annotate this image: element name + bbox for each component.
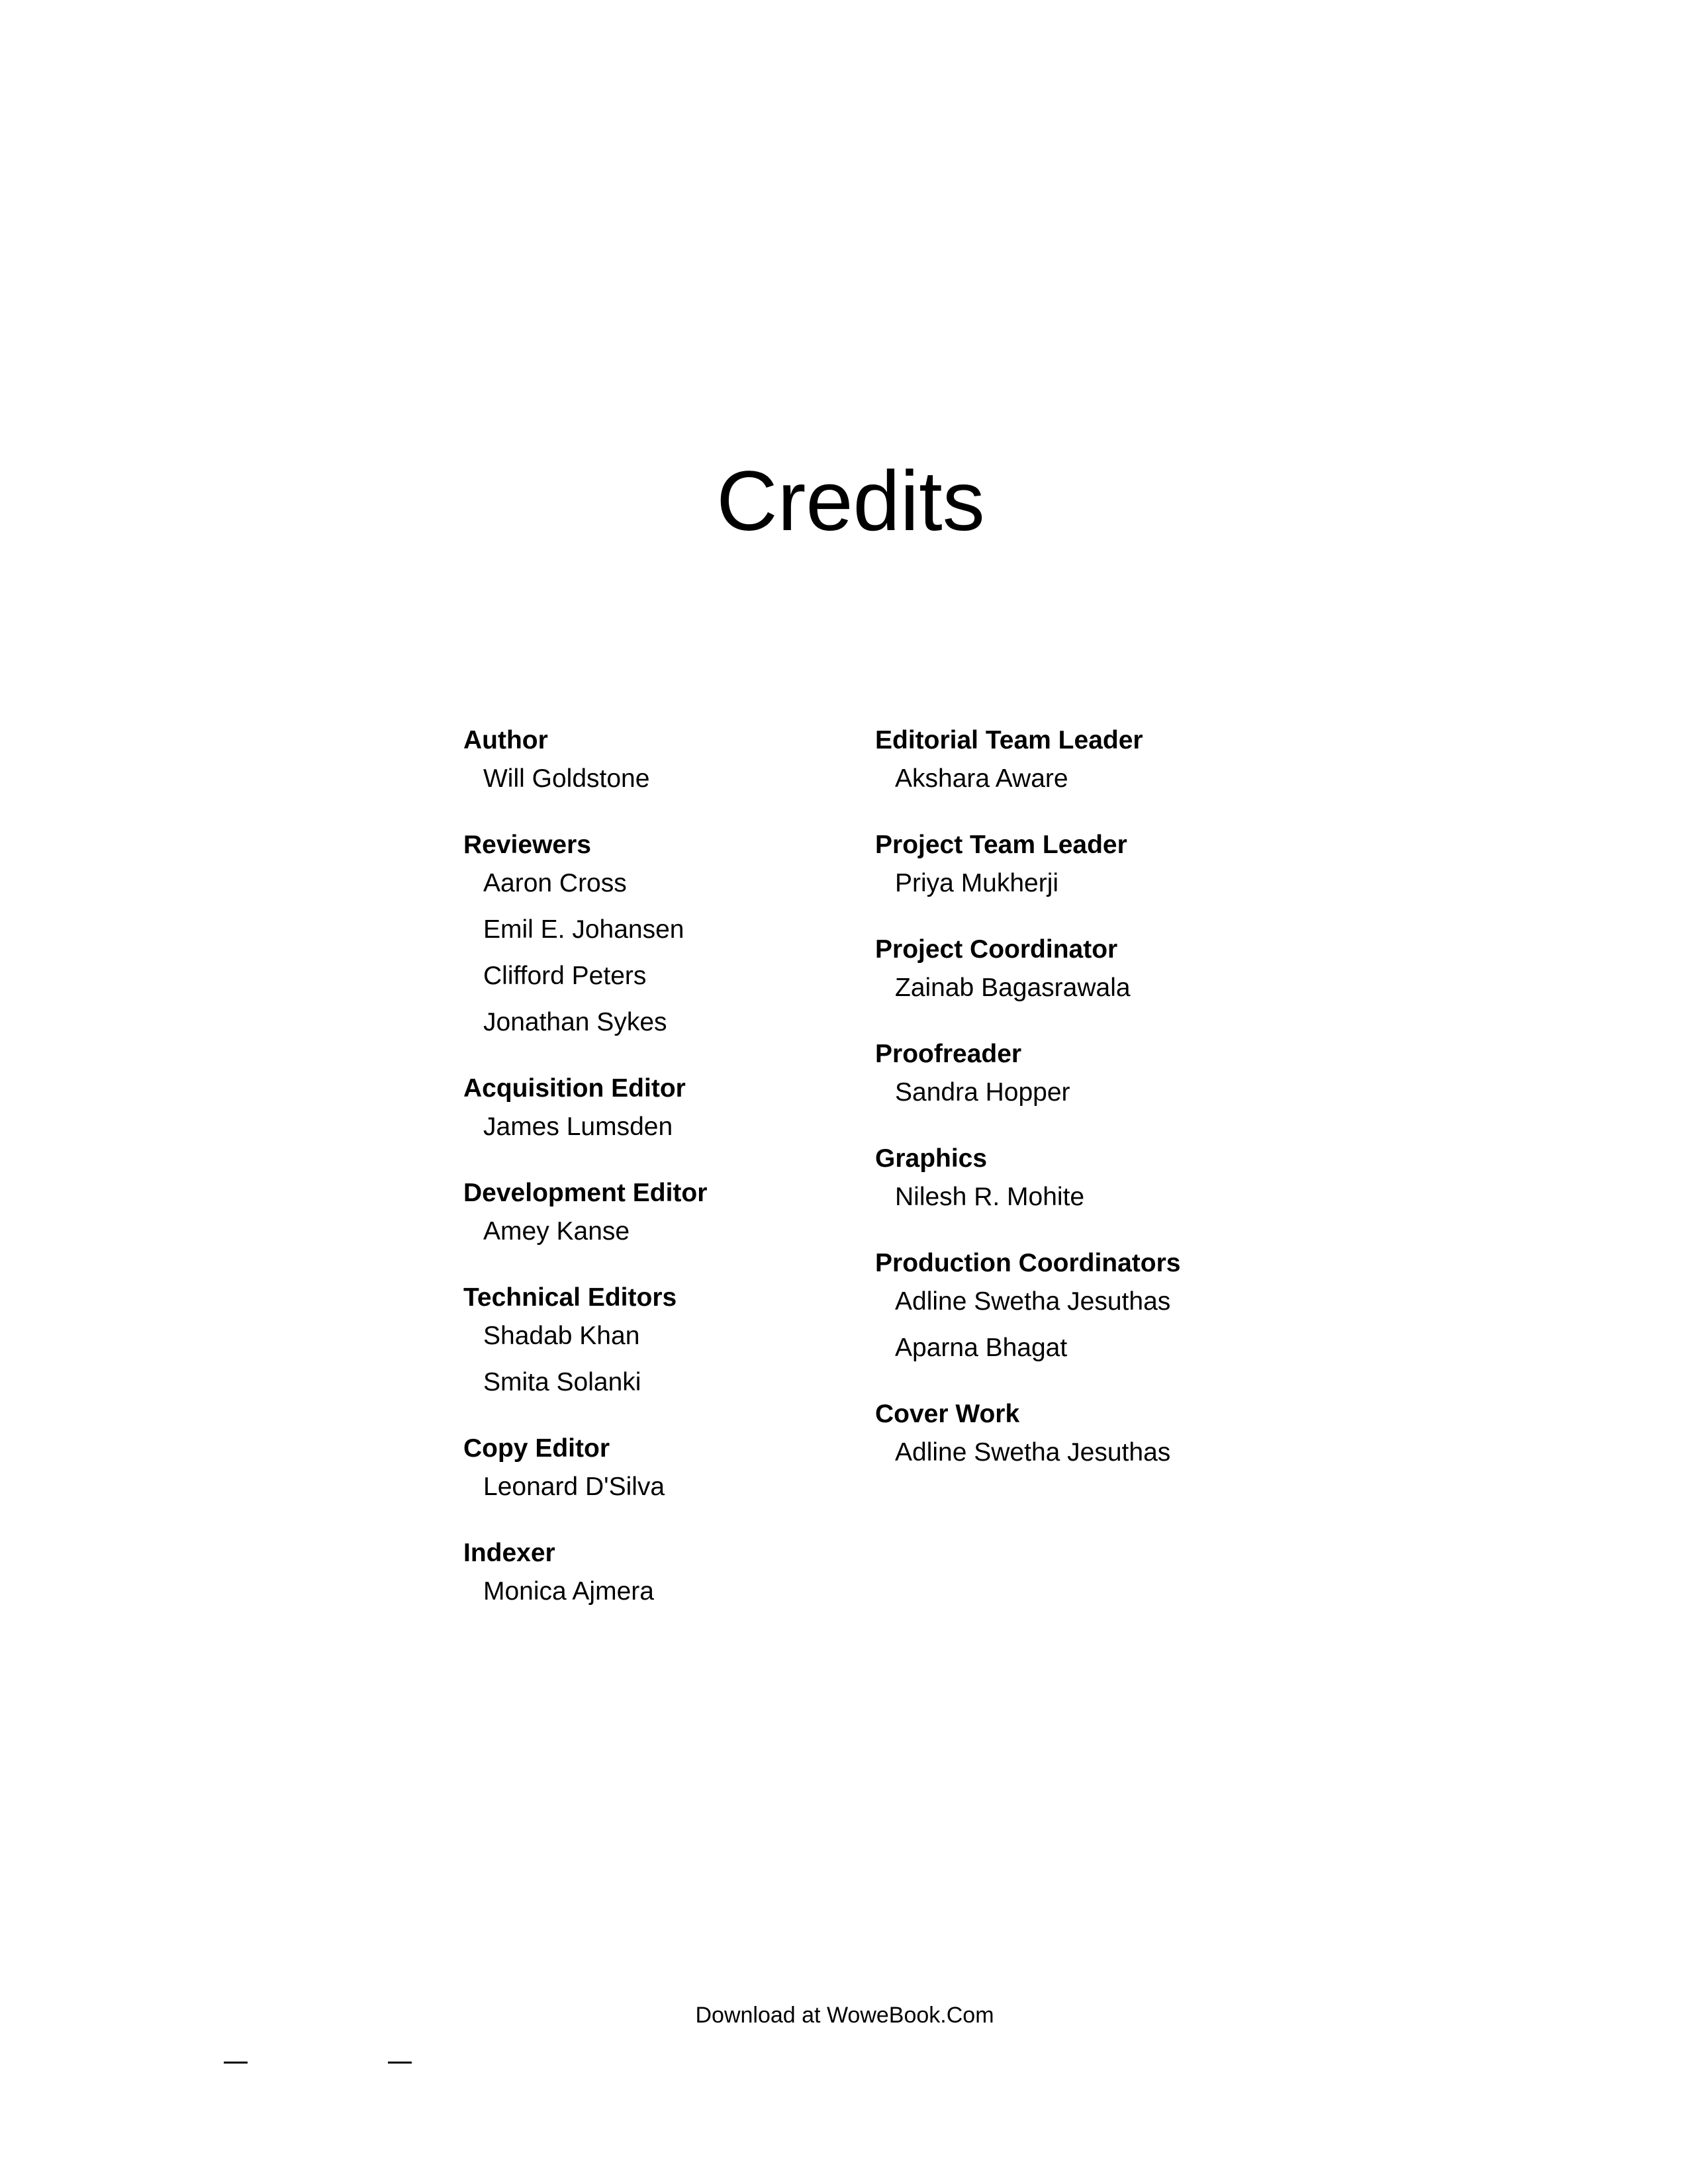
credit-group-editorial-team-leader bbox=[875, 725, 1338, 795]
credit-name: Zainab Bagasrawala bbox=[895, 974, 1131, 1002]
credit-group-development-editor bbox=[463, 1177, 834, 1248]
credit-name: Monica Ajmera bbox=[483, 1577, 654, 1606]
footer-dash-mark bbox=[388, 2062, 412, 2064]
credit-group-reviewers bbox=[463, 829, 834, 1038]
credit-role: Project Coordinator bbox=[875, 935, 1118, 964]
credit-name: Amey Kanse bbox=[483, 1217, 630, 1246]
footer-download-text: Download at WoweBook.Com bbox=[695, 2003, 994, 2028]
credit-name: Sandra Hopper bbox=[895, 1078, 1070, 1107]
credit-group-author bbox=[463, 725, 834, 795]
footer-dash-mark bbox=[224, 2062, 248, 2064]
credit-role: Copy Editor bbox=[463, 1434, 610, 1463]
credit-name: Leonard D'Silva bbox=[483, 1473, 665, 1501]
credit-name: James Lumsden bbox=[483, 1113, 673, 1141]
credit-group-cover-work bbox=[875, 1398, 1338, 1469]
credit-name: Nilesh R. Mohite bbox=[895, 1183, 1085, 1211]
credit-group-project-team-leader bbox=[875, 829, 1338, 899]
credit-group-copy-editor bbox=[463, 1433, 834, 1503]
credits-left-column bbox=[463, 725, 834, 1642]
credit-role: Reviewers bbox=[463, 831, 591, 859]
credit-role: Indexer bbox=[463, 1539, 555, 1567]
credit-role: Project Team Leader bbox=[875, 831, 1127, 859]
credit-role: Development Editor bbox=[463, 1179, 708, 1207]
credit-role: Graphics bbox=[875, 1144, 988, 1173]
credit-role: Editorial Team Leader bbox=[875, 726, 1143, 754]
credit-name: Akshara Aware bbox=[895, 764, 1068, 793]
credit-group-production-coordinators bbox=[875, 1248, 1338, 1364]
credit-group-indexer bbox=[463, 1537, 834, 1608]
credit-group-acquisition-editor bbox=[463, 1073, 834, 1143]
credit-name: Jonathan Sykes bbox=[483, 1008, 667, 1036]
credit-name: Adline Swetha Jesuthas bbox=[895, 1287, 1171, 1316]
credit-role: Production Coordinators bbox=[875, 1249, 1181, 1277]
credit-group-proofreader bbox=[875, 1038, 1338, 1109]
credit-group-graphics bbox=[875, 1143, 1338, 1213]
credit-group-project-coordinator bbox=[875, 934, 1338, 1004]
credit-role: Proofreader bbox=[875, 1040, 1022, 1068]
credit-name: Priya Mukherji bbox=[895, 869, 1059, 897]
credit-role: Technical Editors bbox=[463, 1283, 677, 1312]
page-title: Credits bbox=[716, 454, 985, 549]
credit-name: Aparna Bhagat bbox=[895, 1334, 1068, 1362]
credit-name: Aaron Cross bbox=[483, 869, 627, 897]
credit-name: Adline Swetha Jesuthas bbox=[895, 1438, 1171, 1467]
credit-group-technical-editors bbox=[463, 1282, 834, 1398]
credit-name: Clifford Peters bbox=[483, 962, 647, 990]
credit-role: Author bbox=[463, 726, 548, 754]
credit-name: Will Goldstone bbox=[483, 764, 650, 793]
credit-role: Acquisition Editor bbox=[463, 1074, 686, 1103]
credit-name: Smita Solanki bbox=[483, 1368, 641, 1396]
credit-role: Cover Work bbox=[875, 1400, 1020, 1428]
credit-name: Shadab Khan bbox=[483, 1322, 640, 1350]
credits-right-column bbox=[875, 725, 1338, 1503]
credit-name: Emil E. Johansen bbox=[483, 915, 684, 944]
